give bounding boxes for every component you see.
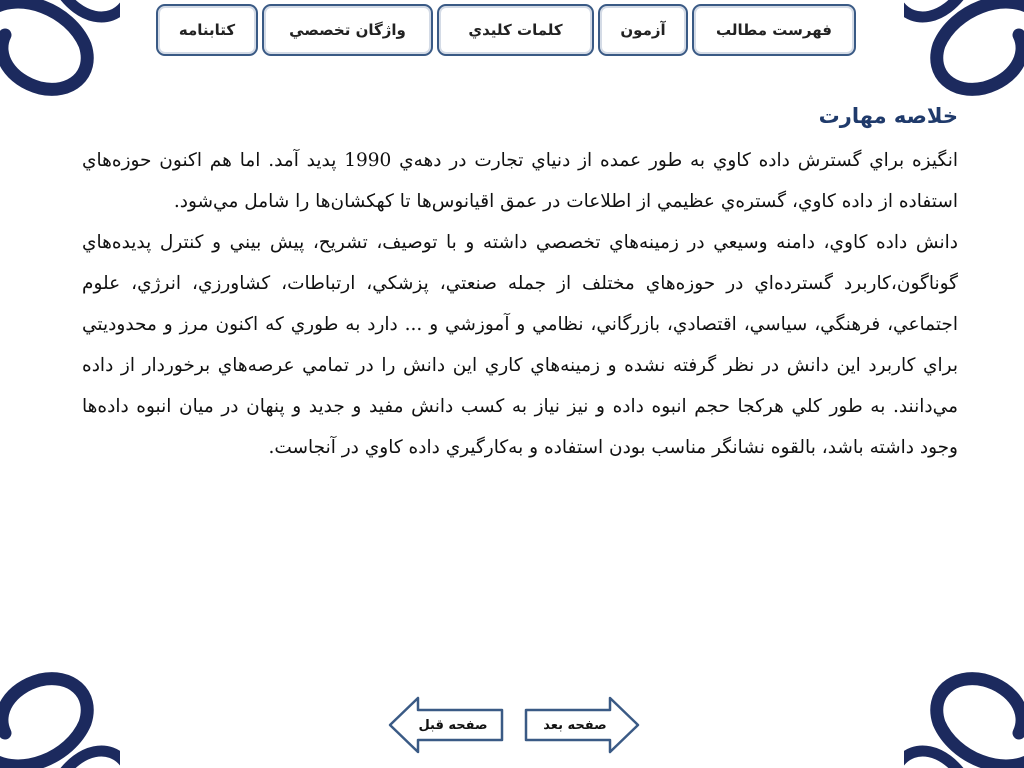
main-content [82, 98, 958, 468]
corner-ornament-top-left-icon [0, 0, 120, 100]
corner-ornament-top-right-icon [904, 0, 1024, 100]
nav-button-table-of-contents[interactable]: فهرست مطالب [692, 4, 856, 56]
page-title: خلاصه مهارت [818, 104, 958, 128]
previous-page-button[interactable] [388, 696, 504, 754]
next-page-label: صفحه بعد [543, 717, 607, 733]
nav-button-glossary[interactable]: واژگان تخصصي [262, 4, 433, 56]
nav-button-bibliography[interactable]: كتابنامه [156, 4, 258, 56]
nav-button-quiz[interactable]: آزمون [598, 4, 688, 56]
content-paragraph-1: انگیزه براي گسترش داده كاوي به طور عمده از دنياي تجارت در دهه‌ي 1990 پدید آمد. اما هم اكنون حوزه‌هاي استفاده از داده كاوي، گستره‌ي عظيمي از اطلاعات در عمق اقيانوس‌ها تا کهکشان‌ها را شامل مي‌شود. [82, 150, 958, 212]
pager [388, 696, 640, 754]
previous-page-label: صفحه قبل [418, 717, 488, 733]
nav-button-keywords[interactable]: كلمات كليدي [437, 4, 594, 56]
next-page-button[interactable] [524, 696, 640, 754]
corner-ornament-bottom-left-icon [0, 668, 120, 768]
content-paragraph-2: دانش داده كاوي، دامنه وسيعي در زمينه‌هاي تخصصي داشته و با توصيف، تشريح، پیش بيني و كنترل پديده‌هاي گوناگون،كاربرد گسترده‌اي در حوزه‌هاي مختلف از جمله صنعتي، پزشكي، ارتباطات، كشاورزي، انرژي، علوم اجتماعي، فرهنگي، سياسي، اقتصادي، بازرگاني، نظامي و آموزشي و ... دارد به طوري كه اكنون مرز و محدوديتي براي كاربرد اين دانش در نظر گرفته نشده و زمينه‌هاي كاري اين دانش را در تمامي عرصه‌هاي برخوردار از داده مي‌دانند. به طور كلي هركجا حجم انبوه داده و نيز نياز به كسب دانش مفيد و جديد و پنهان در ميان انبوه داده‌ها وجود داشته باشد، بالقوه نشانگر مناسب بودن استفاده و به‌كارگيري داده كاوي در آنجاست. [82, 232, 958, 458]
top-navigation [156, 4, 856, 60]
corner-ornament-bottom-right-icon [904, 668, 1024, 768]
